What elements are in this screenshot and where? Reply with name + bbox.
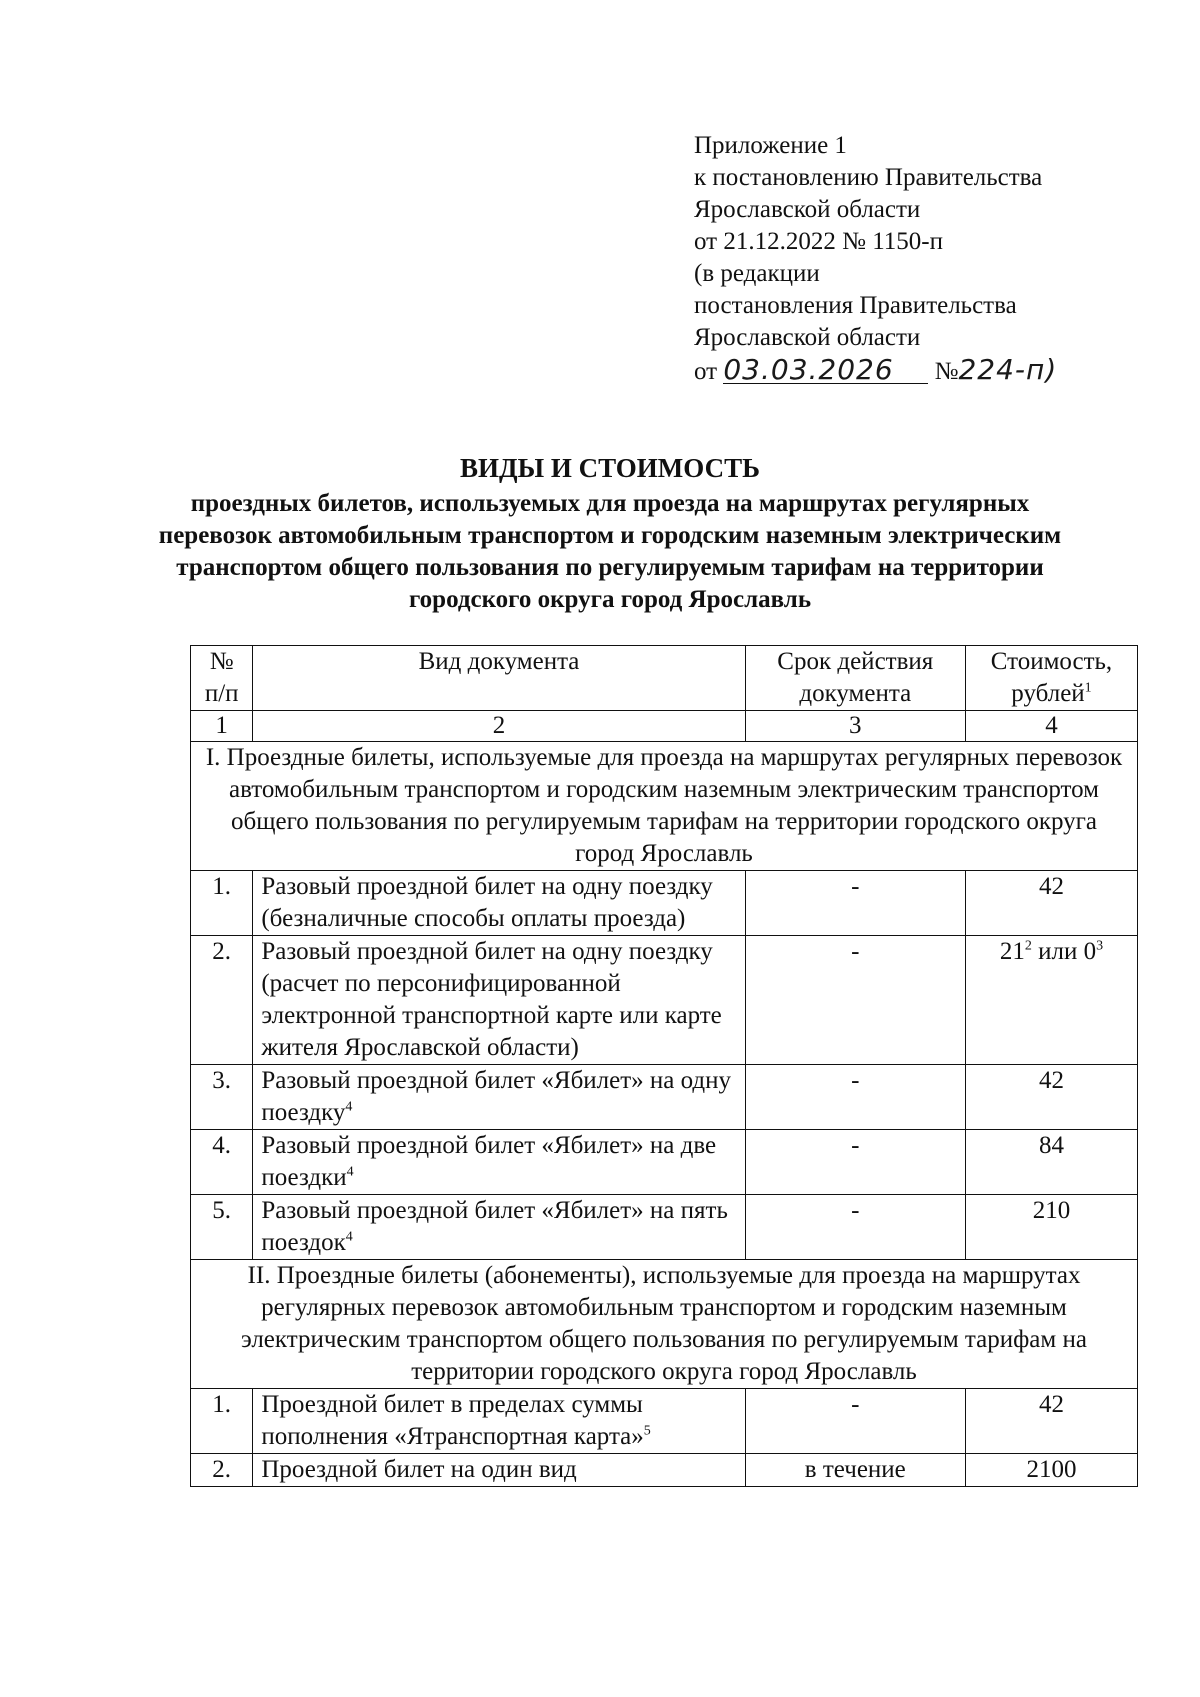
- appendix-line-4: от 21.12.2022 № 1150-п: [694, 228, 943, 255]
- header-doc: Вид документа: [253, 646, 745, 711]
- table-row: [191, 1389, 1138, 1454]
- row-cost: 42: [965, 871, 1137, 936]
- row-doc: Проездной билет в пределах суммы пополнения «Ятранспортная карта»$^5$: [253, 1389, 745, 1454]
- document-title: [150, 452, 1070, 616]
- tickets-table: [190, 645, 1138, 1487]
- index-cell: 1: [191, 711, 253, 742]
- row-num: 1.: [191, 871, 253, 936]
- row-doc: Разовый проездной билет на одну поездку (расчет по персонифицированной электронной транспортной карте или карте жителя Ярославской области): [253, 936, 745, 1065]
- row-doc: Разовый проездной билет «Ябилет» на одну поездку$^4$: [253, 1065, 745, 1130]
- table-row: [191, 1195, 1138, 1260]
- appendix-header: [694, 130, 1058, 388]
- row-doc: Разовый проездной билет «Ябилет» на пять поездок$^4$: [253, 1195, 745, 1260]
- appendix-line-5: (в редакции: [694, 260, 820, 287]
- index-cell: 4: [965, 711, 1137, 742]
- row-term: в течение: [745, 1454, 965, 1487]
- table-index-row: [191, 711, 1138, 742]
- section-1-title: I. Проездные билеты, используемые для проезда на маршрутах регулярных перевозок автомобильным транспортом и городским наземным электрическим транспортом общего пользования по регулируемым тарифам на территории городского округа город Ярославль: [191, 742, 1138, 871]
- appendix-line-7: Ярославской области: [694, 324, 921, 351]
- row-cost: 42: [965, 1389, 1137, 1454]
- table-row: [191, 1130, 1138, 1195]
- row-num: 2.: [191, 936, 253, 1065]
- title-main: ВИДЫ И СТОИМОСТЬ: [460, 453, 760, 483]
- row-num: 2.: [191, 1454, 253, 1487]
- row-term: -: [745, 1130, 965, 1195]
- row-cost: 42: [965, 1065, 1137, 1130]
- row-doc: Разовый проездной билет «Ябилет» на две поездки$^4$: [253, 1130, 745, 1195]
- row-num: 4.: [191, 1130, 253, 1195]
- section-1-row: [191, 742, 1138, 871]
- row-doc: Проездной билет на один вид: [253, 1454, 745, 1487]
- index-cell: 3: [745, 711, 965, 742]
- row-cost: 210: [965, 1195, 1137, 1260]
- table-row: [191, 936, 1138, 1065]
- appendix-line-1: Приложение 1: [694, 132, 847, 159]
- appendix-line-3: Ярославской области: [694, 196, 921, 223]
- ot-label: от: [694, 358, 718, 385]
- row-term: -: [745, 1389, 965, 1454]
- table-row: [191, 1065, 1138, 1130]
- row-num: 3.: [191, 1065, 253, 1130]
- section-2-title: II. Проездные билеты (абонементы), используемые для проезда на маршрутах регулярных перевозок автомобильным транспортом и городским наземным электрическим транспортом общего пользования по регулируемым тарифам на территории городского округа город Ярославль: [191, 1260, 1138, 1389]
- row-doc: Разовый проездной билет на одну поездку (безналичные способы оплаты проезда): [253, 871, 745, 936]
- footnote-marker: 1: [1084, 680, 1092, 696]
- handwritten-number: 224-п): [958, 353, 1058, 386]
- row-cost: $21^2$ или $0^3$: [965, 936, 1137, 1065]
- header-term: Срок действия документа: [745, 646, 965, 711]
- number-label: №: [934, 358, 959, 385]
- row-num: 5.: [191, 1195, 253, 1260]
- header-num: № п/п: [191, 646, 253, 711]
- row-num: 1.: [191, 1389, 253, 1454]
- title-subtitle: проездных билетов, используемых для проезда на маршрутах регулярных перевозок автомобильным транспортом и городским наземным электрическим транспортом общего пользования по регулируемым тарифам на территории городского округа город Ярославль: [158, 490, 1062, 613]
- index-cell: 2: [253, 711, 745, 742]
- table-row: [191, 871, 1138, 936]
- section-2-row: [191, 1260, 1138, 1389]
- row-term: -: [745, 1195, 965, 1260]
- appendix-line-2: к постановлению Правительства: [694, 164, 1043, 191]
- row-cost: 2100: [965, 1454, 1137, 1487]
- row-term: -: [745, 1065, 965, 1130]
- appendix-line-6: постановления Правительства: [694, 292, 1017, 319]
- table-header-row: [191, 646, 1138, 711]
- appendix-line-8: [694, 354, 1058, 388]
- table-row: [191, 1454, 1138, 1487]
- row-term: -: [745, 871, 965, 936]
- header-cost: Стоимость, рублей$^1$: [965, 646, 1137, 711]
- row-term: -: [745, 936, 965, 1065]
- handwritten-date: 03.03.2026: [723, 357, 928, 384]
- row-cost: 84: [965, 1130, 1137, 1195]
